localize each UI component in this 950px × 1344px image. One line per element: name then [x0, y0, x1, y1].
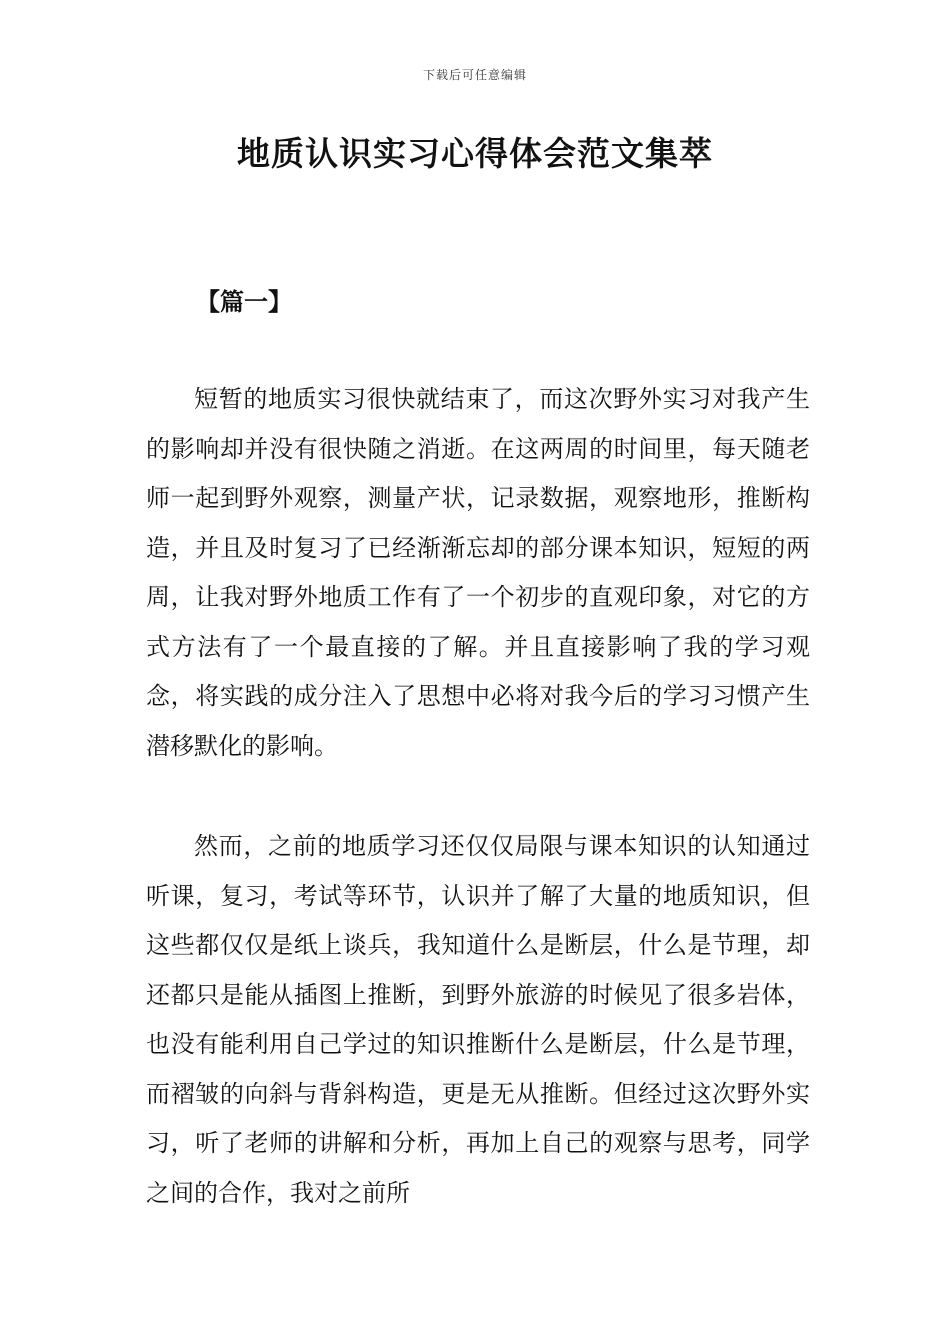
section-label: 【篇一】 [196, 288, 292, 316]
paragraph-2: 然而，之前的地质学习还仅仅局限与课本知识的认知通过听课，复习，考试等环节，认识并了解了大量的地质知识，但这些都仅仅是纸上谈兵，我知道什么是断层，什么是节理，却还都只是能从插图上推断，到野外旅游的时候见了很多岩体，也没有能利用自己学过的知识推断什么是断层，什么是节理，而褶皱的向斜与背斜构造，更是无从推断。但经过这次野外实习，听了老师的讲解和分析，再加上自己的观察与思考，同学之间的合作，我对之前所 [146, 832, 810, 1207]
paragraph-1: 短暂的地质实习很快就结束了，而这次野外实习对我产生的影响却并没有很快随之消逝。在这两周的时间里，每天随老师一起到野外观察，测量产状，记录数据，观察地形，推断构造，并且及时复习了已经渐渐忘却的部分课本知识，短短的两周，让我对野外地质工作有了一个初步的直观印象，对它的方式方法有了一个最直接的了解。并且直接影响了我的学习观念，将实践的成分注入了思想中必将对我今后的学习习惯产生潜移默化的影响。 [146, 385, 810, 760]
header-note: 下载后可任意编辑 [422, 68, 527, 82]
document-title: 地质认识实习心得体会范文集萃 [237, 134, 713, 173]
